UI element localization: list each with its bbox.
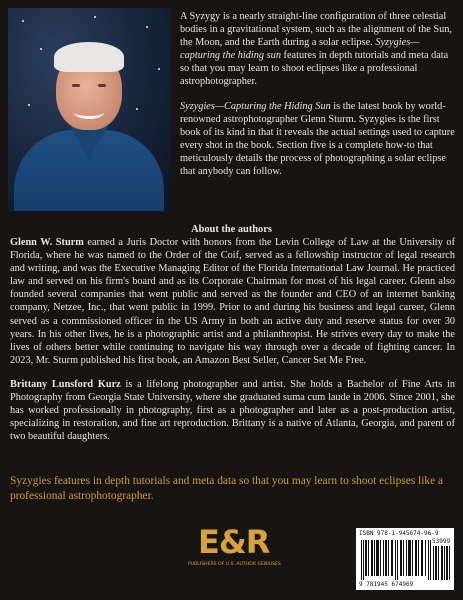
intro-p1-rest: features in depth tutorials and meta data so that you may learn to shoot eclipses like a professional astrophotographer. [180,50,449,88]
author-bio-2 [10,378,455,443]
intro-p2-title: Syzygies—Capturing the Hiding Sun [180,100,331,112]
price-code: 53999 [432,538,451,545]
intro-paragraph-1 [180,10,455,89]
star [28,104,30,106]
authors-bios [10,236,455,454]
smile [74,106,104,119]
tagline: Syzygies features in depth tutorials and meta data so that you may learn to shoot eclipses like a professional astrophotographer. [10,475,444,502]
hair [54,42,124,72]
publisher-logo-subtitle: PUBLISHERS OF U.S. AUTHOR GENIUSES [188,562,281,567]
intro-p1-text: A Syzygy is a nearly straight-line configuration of three celestial bodies in a gravitational system, such as the alignment of the Sun, the Moon, and the Earth during a solar eclipse. [180,11,452,49]
author1-bio: earned a Juris Doctor with honors from the Levin College of Law at the University of Florida, where he was named to the Order of the Coif, served as a fellowship instructor of legal research and writing, and was the Executive Managing Editor of the Florida International Law Journal. He practiced law and served on his firm's board and as its Corporate Chairman for most of his legal career. Glenn also founded several companies that went public and served as the founder and CEO of an internet banking company, Netzee, Inc., that went public in 1999. Prior to and during his business and legal career, Glenn served as a commissioned officer in the US Army in both an active duty and reserve status for over 30 years. In his other lives, he is a photographic artist and a philanthropist. He strives every day to make the lives of others better while continuing to navigate his way through over a decade of fighting cancer. In 2023, Mr. Sturm published his first book, an Amazon Best Seller, Cancer Set Me Free. [10,237,456,366]
barcode-addon [433,546,451,580]
barcode-digits: 9 781945 674969 [359,581,414,588]
star [146,26,148,28]
star [94,16,96,18]
isbn-barcode [356,528,454,590]
author1-name: Glenn W. Sturm [10,237,84,248]
intro-paragraph-2 [180,100,455,179]
intro-p1-title: Syzygies—capturing the hiding sun [180,37,420,62]
star [136,108,138,110]
publisher-logo-mark: E&R [198,523,270,561]
star [158,68,160,70]
intro-p2-text: is the latest book by world-renowned astrophotographer Glenn Sturm. Syzygies is the first book of its kind in that it reveals the actual settings used to capture every shot in the book. Section five is a complete how-to that meticulously details the process of photographing a solar eclipse that anybody can follow. [180,100,455,178]
intro-text [180,10,455,189]
barcode-bars [361,540,431,580]
star [40,48,42,50]
author-bio-1 [10,236,455,367]
about-authors-heading: About the authors [191,224,272,235]
eye [98,84,106,87]
star [22,20,24,22]
author-photo [8,8,171,211]
isbn-label: ISBN 978-1-945674-96-9 [359,530,439,537]
author2-name: Brittany Lunsford Kurz [10,378,121,390]
author2-bio: is a lifelong photographer and artist. She holds a Bachelor of Fine Arts in Photography from Georgia State University, where she graduated suma cum laude in 2006. Since 2001, she has worked professionally in photography, first as a photographer and later as a post-production artist, specializing in restoration, and fine art reproduction. Brittany is a native of Atlanta, Georgia, and parent of two beautiful daughters. [10,378,455,443]
eye [72,84,80,87]
publisher-logo [188,522,281,592]
